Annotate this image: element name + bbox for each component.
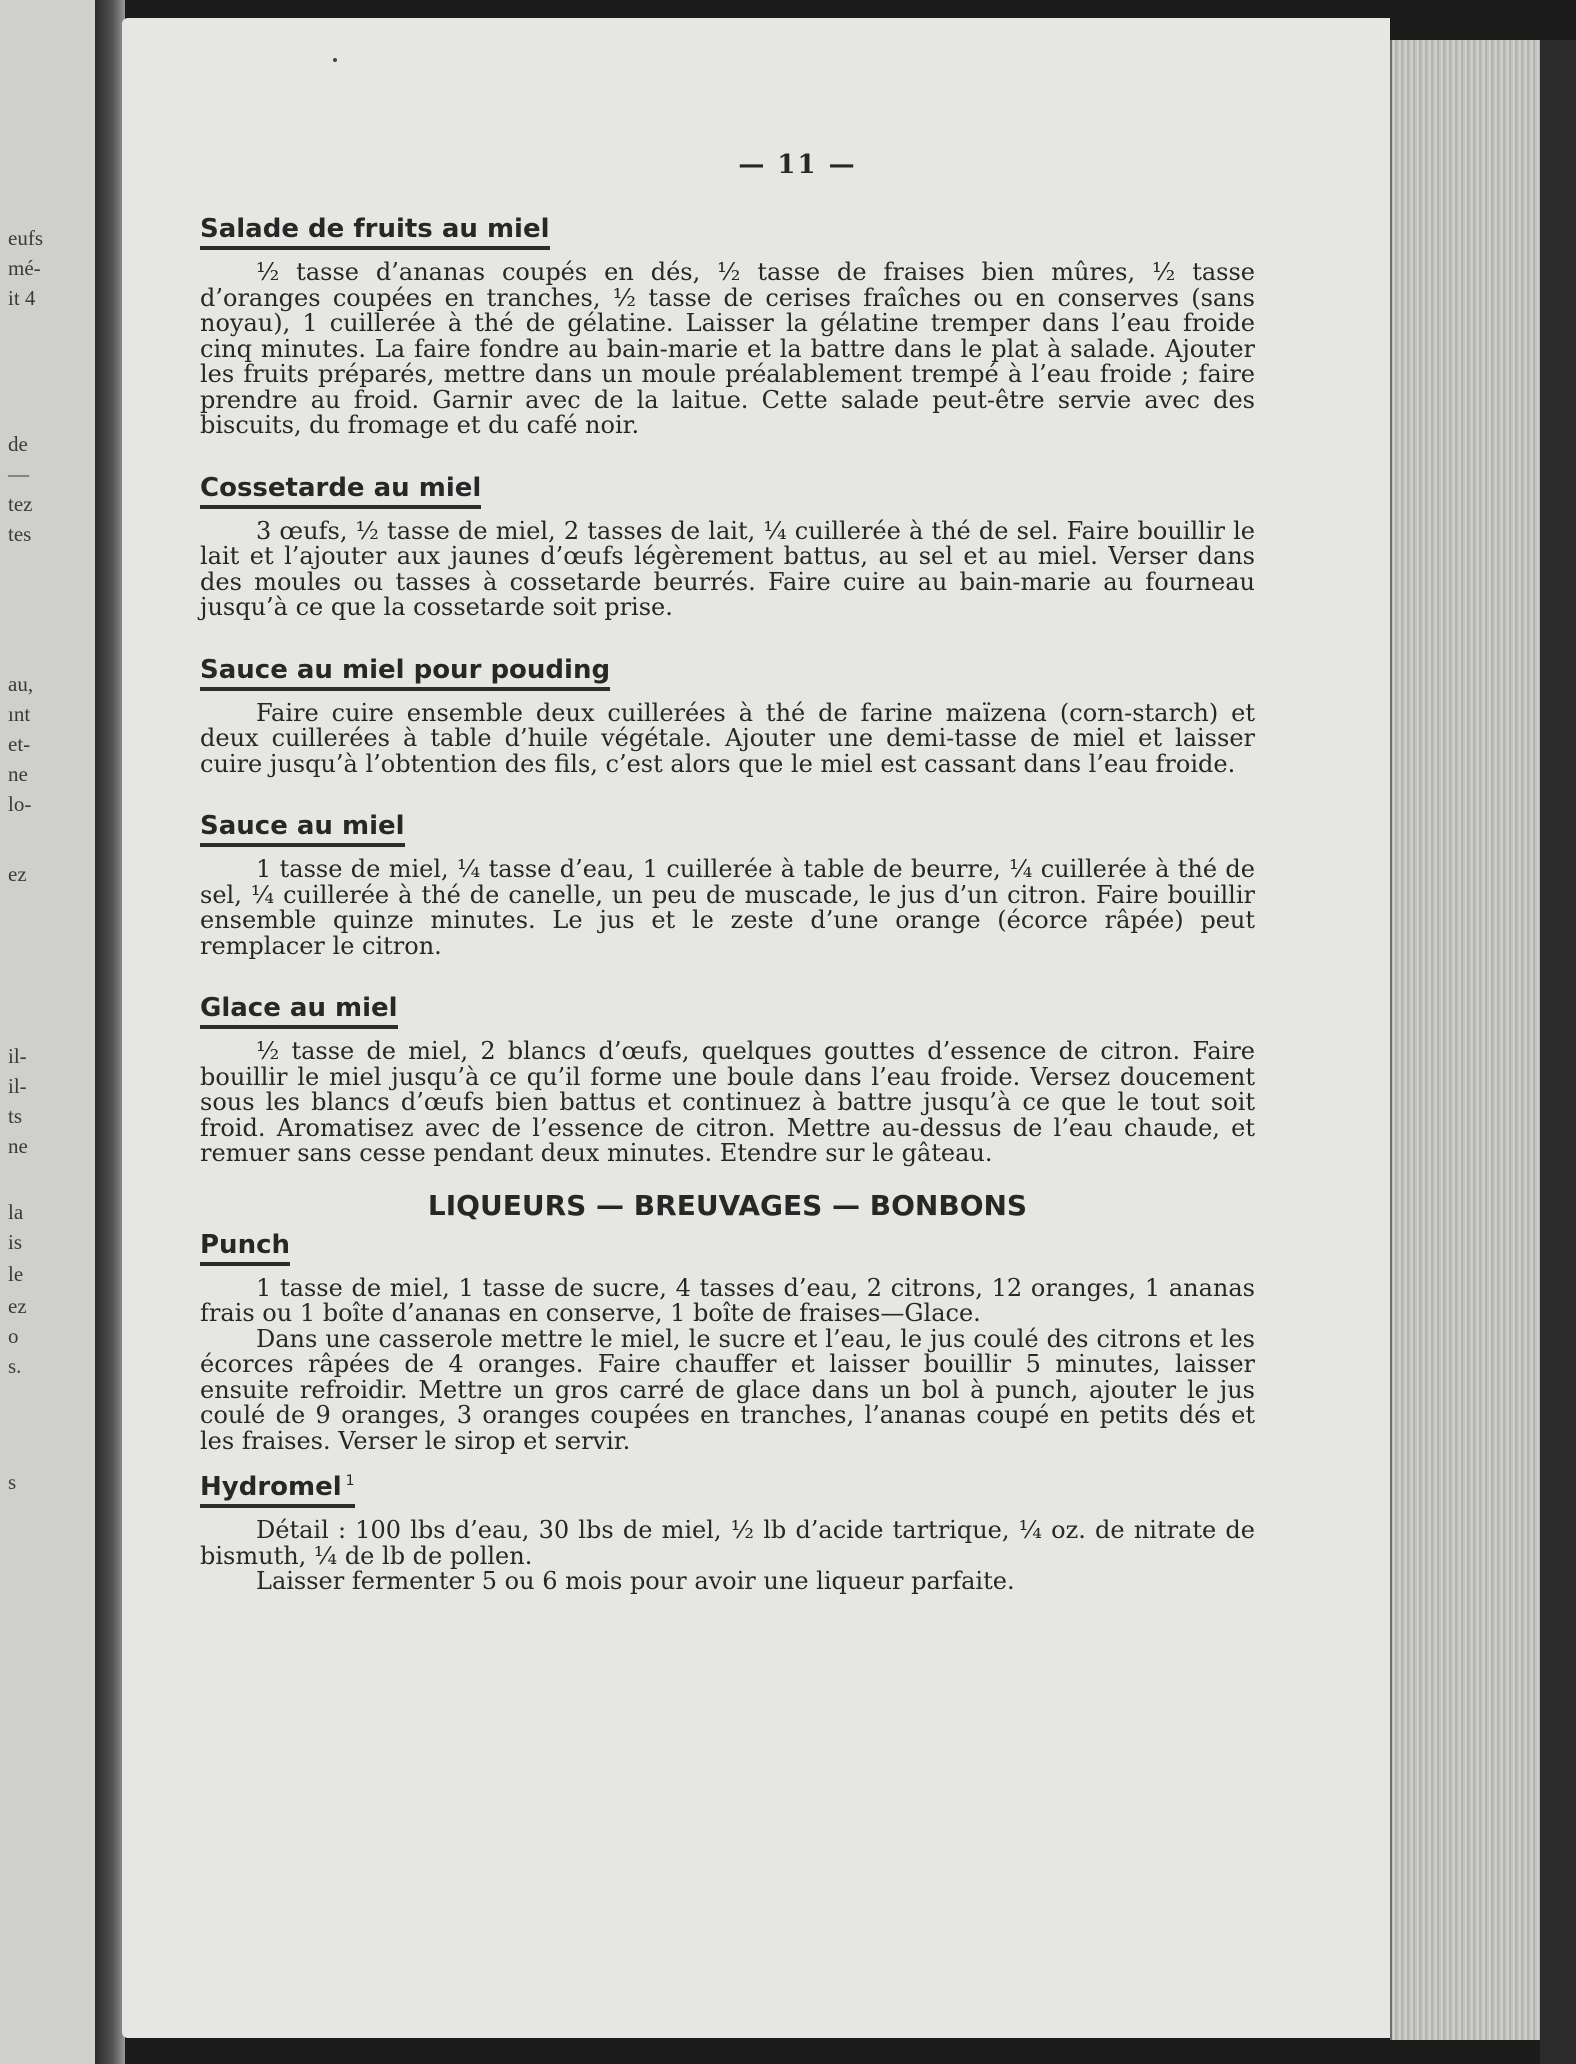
- recipe-text: ½ tasse d’ananas coupés en dés, ½ tasse de fraises bien mûres, ½ tasse d’oranges coupées en tranches, ½ tasse de cerises fraîches ou en conserves (sans noyau), 1 cuillerée à thé de gélatine. Laisser la gélatine tremper dans l’eau froide cinq minutes. La faire fondre au bain-marie et la battre dans le plat à salade. Ajouter les fruits préparés, mettre dans un moule préalablement trempé à l’eau froide ; faire prendre au froid. Garnir avec de la laitue. Cette salade peut-être servie avec des biscuits, du fromage et du café noir.: [200, 258, 1255, 439]
- recipe-title: Sauce au miel: [200, 811, 405, 847]
- recipe-text: Dans une casserole mettre le miel, le sucre et l’eau, le jus coulé des citrons et les écorces râpées de 4 oranges. Faire chauffer et laisser bouillir 5 minutes, laisser ensuite refroidir. Mettre un gros carré de glace dans un bol à punch, ajouter le jus coulé de 9 oranges, 3 oranges coupées en tranches, l’ananas coupé en petits dés et les fraises. Verser le sirop et servir.: [200, 1324, 1255, 1455]
- left-fragment: la: [8, 1200, 24, 1224]
- recipe-punch: [200, 1230, 1255, 1455]
- left-fragment: lo-: [8, 792, 32, 816]
- book-cover: [1540, 40, 1576, 2064]
- recipe-hydromel: [200, 1472, 1255, 1595]
- recipe-sauce-pouding: [200, 655, 1255, 778]
- left-fragment: s.: [8, 1354, 22, 1378]
- left-fragment: tes: [8, 522, 32, 546]
- chapter-heading: LIQUEURS — BREUVAGES — BONBONS: [427, 1188, 1028, 1222]
- page-content: [200, 150, 1255, 1629]
- speck: [333, 58, 337, 62]
- left-fragment: o: [8, 1324, 19, 1348]
- footnote-marker: 1: [345, 1473, 355, 1490]
- recipe-text: Détail : 100 lbs d’eau, 30 lbs de miel, ½ lb d’acide tartrique, ¼ oz. de nitrate de bismuth, ¼ de lb de pollen.: [200, 1516, 1255, 1570]
- left-fragment: ınt: [8, 702, 31, 726]
- recipe-text: 1 tasse de miel, ¼ tasse d’eau, 1 cuillerée à table de beurre, ¼ cuillerée à thé de sel, ¼ cuillerée à thé de canelle, un peu de muscade, le jus d’un citron. Faire bouillir ensemble quinze minutes. Le jus et le zeste d’une orange (écorce râpée) peut remplacer le citron.: [200, 855, 1255, 960]
- left-fragment: ts: [8, 1104, 23, 1128]
- recipe-text: 1 tasse de miel, 1 tasse de sucre, 4 tasses d’eau, 2 citrons, 12 oranges, 1 ananas frais ou 1 boîte d’ananas en conserve, 1 boîte de fraises—Glace.: [200, 1273, 1255, 1327]
- recipe-sauce-miel: [200, 811, 1255, 959]
- recipe-cossetarde: [200, 473, 1255, 621]
- recipe-title: Glace au miel: [200, 993, 398, 1029]
- left-fragment: ne: [8, 1134, 28, 1158]
- left-fragment: ez: [8, 862, 27, 886]
- recipe-glace: [200, 993, 1255, 1167]
- left-fragment: mé-: [8, 256, 41, 280]
- left-fragment: it 4: [8, 286, 36, 310]
- recipe-title: Punch: [200, 1230, 290, 1266]
- recipe-title-text: Hydromel: [200, 1472, 342, 1502]
- page-number: — 11 —: [738, 150, 857, 180]
- left-fragment: il-: [8, 1074, 27, 1098]
- recipe-text: 3 œufs, ½ tasse de miel, 2 tasses de lait, ¼ cuillerée à thé de sel. Faire bouillir le lait et l’ajouter aux jaunes d’œufs légèrement battus, au sel et au miel. Verser dans des moules ou tasses à cossetarde beurrés. Faire cuire au bain-marie au fourneau jusqu’à ce que la cossetarde soit prise.: [200, 516, 1255, 621]
- recipe-text: Laisser fermenter 5 ou 6 mois pour avoir une liqueur parfaite.: [256, 1567, 1015, 1595]
- recipe-title: Salade de fruits au miel: [200, 214, 550, 250]
- recipe-text: ½ tasse de miel, 2 blancs d’œufs, quelques gouttes d’essence de citron. Faire bouillir le miel jusqu’à ce qu’il forme une boule dans l’eau froide. Versez doucement sous les blancs d’œufs bien battus et continuez à battre jusqu’à ce que le tout soit froid. Aromatisez avec de l’essence de citron. Mettre au-dessus de l’eau chaude, et remuer sans cesse pendant deux minutes. Etendre sur le gâteau.: [200, 1037, 1255, 1167]
- left-fragment: de: [8, 432, 28, 456]
- left-page-text: [0, 0, 95, 2064]
- recipe-salade: [200, 214, 1255, 439]
- left-fragment: tez: [8, 492, 33, 516]
- left-fragment: eufs: [8, 226, 43, 250]
- left-fragment: ez: [8, 1294, 27, 1318]
- book-gutter: [95, 0, 125, 2064]
- left-fragment: au,: [8, 672, 34, 696]
- page-stack-edge: [1390, 40, 1542, 2040]
- left-fragment: et-: [8, 732, 31, 756]
- recipe-title: Sauce au miel pour pouding: [200, 655, 610, 691]
- recipe-title: Cossetarde au miel: [200, 473, 481, 509]
- left-fragment: s: [8, 1470, 17, 1494]
- left-fragment: le: [8, 1262, 24, 1286]
- left-fragment: is: [8, 1230, 23, 1254]
- recipe-title: [200, 1472, 355, 1508]
- left-fragment: —: [8, 462, 29, 486]
- left-fragment: il-: [8, 1044, 27, 1068]
- left-fragment: ne: [8, 762, 28, 786]
- recipe-text: Faire cuire ensemble deux cuillerées à thé de farine maïzena (corn-starch) et deux cuillerées à table d’huile végétale. Ajouter une demi-tasse de miel et laisser cuire jusqu’à l’obtention des fils, c’est alors que le miel est cassant dans l’eau froide.: [200, 698, 1255, 778]
